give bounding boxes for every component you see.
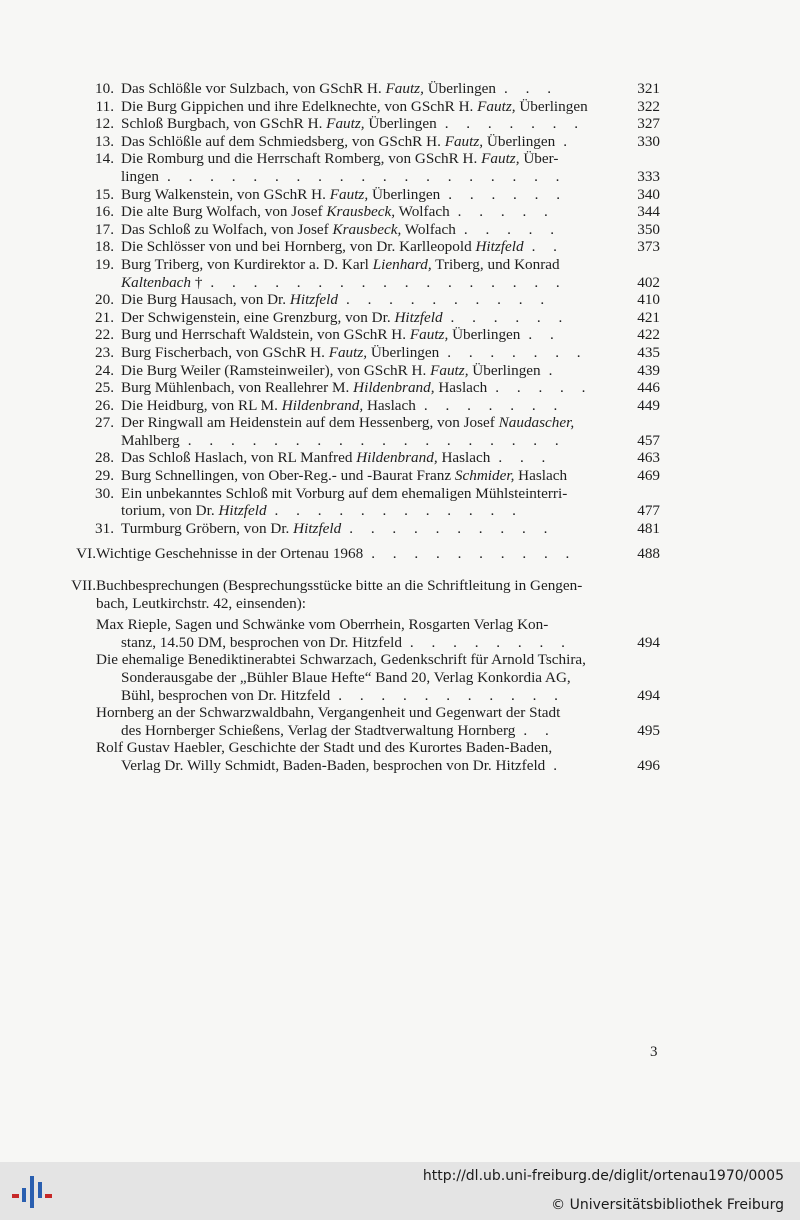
entry-title bbox=[121, 309, 614, 327]
entry-number: 22. bbox=[95, 326, 114, 344]
entry-author: Fautz, bbox=[326, 115, 365, 133]
toc-entry-line bbox=[0, 502, 800, 520]
toc-entry-line bbox=[0, 485, 800, 503]
leader-dots: . . . . . . . . . . bbox=[371, 545, 577, 563]
entry-text: Burg Walkenstein, von GSchR H. bbox=[121, 185, 330, 203]
entry-text: Der Schwigenstein, eine Grenzburg, von Dr. bbox=[121, 308, 395, 326]
toc-entry-line bbox=[0, 362, 800, 380]
entry-title bbox=[121, 98, 614, 116]
toc-entry-line bbox=[0, 238, 800, 256]
toc-entry-line bbox=[0, 291, 800, 309]
entry-place: Haslach bbox=[363, 396, 416, 414]
leader-dots: . . . . . . . . bbox=[409, 633, 572, 651]
entry-author: Fautz, bbox=[444, 132, 484, 150]
entry-title bbox=[121, 449, 614, 467]
entry-page-number: 410 bbox=[637, 291, 660, 309]
entry-text: Das Schloß zu Wolfach, von Josef bbox=[121, 220, 333, 238]
entry-number: 18. bbox=[95, 238, 114, 256]
entry-text: Die Romburg und die Herrschaft Romberg, von GSchR H. bbox=[121, 150, 482, 168]
entry-place: Überlingen bbox=[367, 343, 440, 361]
toc-entry-line bbox=[0, 256, 800, 274]
entry-text: Die alte Burg Wolfach, von Josef bbox=[121, 203, 327, 221]
leader-dots: . . . . . bbox=[463, 220, 562, 238]
toc-entry-line bbox=[0, 397, 800, 415]
entry-page-number: 373 bbox=[637, 238, 660, 256]
entry-text: Die Burg Hausach, von Dr. bbox=[121, 291, 290, 309]
entry-title bbox=[121, 485, 614, 503]
entry-number: 24. bbox=[95, 361, 114, 379]
footer-bar bbox=[0, 1162, 800, 1220]
entry-number: 14. bbox=[95, 150, 114, 168]
entry-page-number: 333 bbox=[637, 167, 660, 185]
entry-page-number: 422 bbox=[637, 326, 660, 344]
entry-number: 21. bbox=[95, 308, 114, 326]
entry-title bbox=[121, 150, 614, 168]
entry-title bbox=[121, 274, 614, 292]
entry-author: Hitzfeld bbox=[475, 238, 524, 256]
leader-dots: . . . . . bbox=[457, 203, 555, 221]
toc-entry-line bbox=[0, 203, 800, 221]
entry-title bbox=[121, 186, 614, 204]
entry-number: 23. bbox=[95, 343, 114, 361]
entry-title bbox=[121, 520, 614, 538]
entry-place: Haslach bbox=[437, 449, 491, 467]
leader-dots: . . . . . . . . . . . bbox=[338, 686, 565, 704]
section-vi-line bbox=[0, 545, 800, 563]
toc-entry-line bbox=[0, 432, 800, 450]
entry-author: Hitzfeld bbox=[293, 519, 342, 537]
entry-author: Hitzfeld bbox=[394, 308, 443, 326]
entry-page-number: 321 bbox=[637, 80, 660, 97]
entry-author: Hildenbrand, bbox=[356, 449, 438, 467]
toc-entry-line bbox=[0, 344, 800, 362]
toc-entry-line bbox=[0, 414, 800, 432]
entry-number: 19. bbox=[95, 255, 114, 273]
entry-place: Überlingen bbox=[423, 80, 497, 97]
entry-page-number: 435 bbox=[637, 343, 660, 361]
entry-author: Hitzfeld bbox=[218, 502, 267, 520]
review-page-number: 495 bbox=[637, 721, 660, 739]
entry-place: Überlingen bbox=[368, 185, 441, 203]
leader-dots: . . bbox=[523, 721, 556, 739]
entry-text: Die Burg Weiler (Ramsteinweiler), von GSchR H. bbox=[121, 361, 431, 379]
spacer bbox=[0, 537, 800, 545]
entry-title bbox=[121, 414, 614, 432]
review-entry-line bbox=[0, 722, 800, 740]
entry-page-number: 322 bbox=[637, 97, 660, 115]
review-line-text: Verlag Dr. Willy Schmidt, Baden-Baden, besprochen von Dr. Hitzfeld bbox=[121, 756, 546, 774]
entry-title bbox=[121, 502, 614, 520]
review-line-text: Rolf Gustav Haebler, Geschichte der Stadt und des Kurortes Baden-Baden, bbox=[96, 739, 553, 757]
table-of-contents bbox=[0, 80, 800, 775]
review-entry-line bbox=[0, 616, 800, 634]
entry-number: 30. bbox=[95, 484, 114, 502]
entry-number: 25. bbox=[95, 379, 114, 397]
entry-text: Das Schlößle auf dem Schmiedsberg, von GSchR H. bbox=[121, 132, 445, 150]
entry-place: † bbox=[191, 273, 203, 291]
leader-dots: . . bbox=[528, 326, 561, 344]
entry-page-number: 463 bbox=[637, 449, 660, 467]
review-text bbox=[121, 722, 614, 740]
review-entry-line bbox=[0, 669, 800, 687]
toc-entry-line bbox=[0, 274, 800, 292]
entry-author: Krausbeck, bbox=[326, 203, 396, 221]
entry-page-number: 457 bbox=[637, 431, 660, 449]
entry-title bbox=[121, 238, 614, 256]
entry-number: 11. bbox=[95, 97, 114, 115]
entry-place: Wolfach bbox=[401, 220, 456, 238]
section-title: Buchbesprechungen (Besprechungsstücke bitte an die Schriftleitung in Gengen- bbox=[96, 577, 583, 595]
entry-place: Über- bbox=[519, 150, 559, 168]
review-text bbox=[121, 634, 614, 652]
leader-dots: . . . . . . . bbox=[444, 115, 586, 133]
review-text bbox=[96, 739, 614, 757]
entry-page-number: 330 bbox=[637, 132, 660, 150]
entry-title bbox=[121, 221, 614, 239]
entry-page-number: 421 bbox=[637, 308, 660, 326]
entry-number: 13. bbox=[95, 132, 114, 150]
leader-dots: . bbox=[563, 132, 575, 150]
entry-author: Kaltenbach bbox=[121, 273, 192, 291]
entry-place: Haslach bbox=[514, 467, 568, 485]
leader-dots: . . . . . . . . . . bbox=[349, 519, 555, 537]
entry-title bbox=[121, 203, 614, 221]
toc-entry-line bbox=[0, 186, 800, 204]
entry-number: 26. bbox=[95, 396, 114, 414]
review-line-text: Sonderausgabe der „Bühler Blaue Hefte“ Band 20, Verlag Konkordia AG, bbox=[121, 669, 571, 686]
entry-number: 27. bbox=[95, 414, 114, 432]
entry-place: Überlingen bbox=[468, 361, 541, 379]
entry-place: Überlingen bbox=[364, 115, 437, 133]
review-entry-line bbox=[0, 687, 800, 705]
entry-text: lingen bbox=[121, 167, 159, 185]
entry-place: Überlingen bbox=[483, 132, 556, 150]
leader-dots: . . . . . . . bbox=[447, 343, 588, 361]
entry-title bbox=[121, 133, 614, 151]
source-url-link[interactable]: http://dl.ub.uni-freiburg.de/diglit/ortenau1970/0005 bbox=[422, 1168, 784, 1184]
review-line-text: des Hornberger Schießens, Verlag der Stadtverwaltung Hornberg bbox=[121, 721, 516, 739]
review-text bbox=[96, 704, 614, 722]
entry-text: Das Schloß Haslach, von RL Manfred bbox=[121, 449, 357, 467]
entry-page-number: 469 bbox=[637, 467, 660, 485]
entry-author: Fautz, bbox=[328, 343, 368, 361]
section-vii-line bbox=[0, 577, 800, 595]
entry-title bbox=[121, 432, 614, 450]
review-entry-line bbox=[0, 757, 800, 775]
review-entry-line bbox=[0, 651, 800, 669]
entry-text: Die Heidburg, von RL M. bbox=[121, 396, 282, 414]
section-title: bach, Leutkirchstr. 42, einsenden): bbox=[96, 594, 307, 612]
entry-title bbox=[121, 80, 614, 98]
entry-author: Krausbeck, bbox=[332, 220, 402, 238]
entry-author: Fautz, bbox=[477, 97, 516, 115]
toc-entry-line bbox=[0, 150, 800, 168]
entry-title bbox=[121, 291, 614, 309]
entry-author: Fautz, bbox=[385, 80, 424, 97]
review-text bbox=[121, 669, 614, 687]
entry-number: 17. bbox=[95, 220, 114, 238]
entry-page-number: 439 bbox=[637, 361, 660, 379]
toc-entry-line bbox=[0, 326, 800, 344]
review-entry-line bbox=[0, 634, 800, 652]
entry-title bbox=[121, 379, 614, 397]
entry-text: Das Schlößle vor Sulzbach, von GSchR H. bbox=[121, 80, 386, 97]
review-line-text: Bühl, besprochen von Dr. Hitzfeld bbox=[121, 686, 331, 704]
review-text bbox=[96, 616, 614, 634]
review-line-text: Max Rieple, Sagen und Schwänke vom Oberrhein, Rosgarten Verlag Kon- bbox=[96, 616, 549, 634]
entry-author: Hildenbrand, bbox=[353, 379, 435, 397]
entry-author: Hildenbrand, bbox=[281, 396, 364, 414]
entry-place: Überlingen bbox=[515, 97, 588, 115]
entry-text: torium, von Dr. bbox=[121, 502, 219, 520]
entry-page-number: 350 bbox=[637, 220, 660, 238]
copyright-notice: © Universitätsbibliothek Freiburg bbox=[551, 1197, 784, 1213]
ub-freiburg-logo-icon bbox=[10, 1172, 54, 1212]
entry-text: Schloß Burgbach, von GSchR H. bbox=[121, 115, 327, 133]
entry-author: Fautz, bbox=[329, 185, 369, 203]
leader-dots: . . . bbox=[504, 80, 558, 97]
review-entry-line bbox=[0, 739, 800, 757]
entry-number: 31. bbox=[95, 519, 114, 537]
leader-dots: . . . . . . . . . . . . bbox=[274, 502, 523, 520]
review-page-number: 494 bbox=[637, 633, 660, 651]
section-number: VI. bbox=[76, 545, 96, 563]
review-line-text: Hornberg an der Schwarzwaldbahn, Vergangenheit und Gegenwart der Stadt bbox=[96, 704, 561, 722]
toc-entry-line bbox=[0, 449, 800, 467]
toc-entry-line bbox=[0, 168, 800, 186]
entry-title bbox=[121, 168, 614, 186]
entry-text: Burg und Herrschaft Waldstein, von GSchR H. bbox=[121, 326, 410, 344]
entry-text: Burg Fischerbach, von GSchR H. bbox=[121, 343, 329, 361]
review-text bbox=[121, 687, 614, 705]
section-text: Wichtige Geschehnisse in der Ortenau 1968 bbox=[96, 545, 364, 563]
entry-number: 15. bbox=[95, 185, 114, 203]
entry-number: 28. bbox=[95, 449, 114, 467]
entry-author: Hitzfeld bbox=[289, 291, 338, 309]
entry-text: Burg Triberg, von Kurdirektor a. D. Karl bbox=[121, 255, 373, 273]
entry-page-number: 446 bbox=[637, 379, 660, 397]
entry-page-number: 402 bbox=[637, 273, 660, 291]
toc-entry-line bbox=[0, 221, 800, 239]
entry-place: Wolfach bbox=[395, 203, 450, 221]
entry-page-number: 481 bbox=[637, 519, 660, 537]
section-vii-line bbox=[0, 595, 800, 613]
toc-entry-line bbox=[0, 467, 800, 485]
entry-place: Triberg, und Konrad bbox=[431, 255, 560, 273]
entry-page-number: 327 bbox=[637, 115, 660, 133]
toc-entry-line bbox=[0, 379, 800, 397]
entry-number: 29. bbox=[95, 467, 114, 485]
entry-text: Der Ringwall am Heidenstein auf dem Hessenberg, von Josef bbox=[121, 414, 499, 432]
toc-entry-line bbox=[0, 133, 800, 151]
section-number: VII. bbox=[71, 577, 96, 595]
entry-text: Mahlberg bbox=[121, 431, 180, 449]
entry-author: Fautz, bbox=[481, 150, 520, 168]
leader-dots: . . . . . . . . . . . . . . . . . . bbox=[187, 431, 566, 449]
leader-dots: . . . . . . bbox=[448, 185, 568, 203]
review-page-number: 496 bbox=[637, 756, 660, 774]
section-page-number: 488 bbox=[637, 545, 660, 563]
review-line-text: Die ehemalige Benediktinerabtei Schwarzach, Gedenkschrift für Arnold Tschira, bbox=[96, 651, 586, 669]
toc-entry-line bbox=[0, 115, 800, 133]
leader-dots: . . bbox=[531, 238, 564, 256]
entry-author: Lienhard, bbox=[372, 255, 432, 273]
leader-dots: . . . . . bbox=[495, 379, 593, 397]
entry-author: Fautz, bbox=[409, 326, 449, 344]
entry-author: Schmider, bbox=[454, 467, 515, 485]
entry-text: Burg Schnellingen, von Ober-Reg.- und -Baurat Franz bbox=[121, 467, 455, 485]
entry-page-number: 449 bbox=[637, 396, 660, 414]
review-line-text: stanz, 14.50 DM, besprochen von Dr. Hitzfeld bbox=[121, 633, 402, 651]
entry-place: Haslach bbox=[434, 379, 488, 397]
entry-title bbox=[121, 326, 614, 344]
entry-title bbox=[121, 362, 614, 380]
entry-author: Fautz, bbox=[430, 361, 469, 379]
review-page-number: 494 bbox=[637, 686, 660, 704]
leader-dots: . . . . . . . bbox=[423, 396, 565, 414]
entry-place: Überlingen bbox=[448, 326, 521, 344]
leader-dots: . . . . . . . . . . bbox=[345, 291, 552, 309]
review-entry-line bbox=[0, 704, 800, 722]
toc-entry-line bbox=[0, 309, 800, 327]
entry-number: 10. bbox=[95, 80, 114, 97]
leader-dots: . . . . . . . . . . . . . . . . . . . bbox=[166, 167, 567, 185]
entry-page-number: 344 bbox=[637, 203, 660, 221]
spacer bbox=[0, 563, 800, 577]
section-title bbox=[96, 545, 614, 563]
entry-title bbox=[121, 397, 614, 415]
entry-text: Die Schlösser von und bei Hornberg, von Dr. Karlleopold bbox=[121, 238, 476, 256]
toc-entry-line bbox=[0, 80, 800, 98]
leader-dots: . . . . . . bbox=[450, 308, 570, 326]
entry-title bbox=[121, 115, 614, 133]
entry-text: Burg Mühlenbach, von Reallehrer M. bbox=[121, 379, 354, 397]
toc-entry-line bbox=[0, 98, 800, 116]
entry-title bbox=[121, 256, 614, 274]
review-text bbox=[96, 651, 614, 669]
review-text bbox=[121, 757, 614, 775]
entry-author: Naudascher, bbox=[498, 414, 575, 432]
toc-entry-line bbox=[0, 520, 800, 538]
leader-dots: . . . bbox=[498, 449, 553, 467]
entry-page-number: 340 bbox=[637, 185, 660, 203]
entry-text: Ein unbekanntes Schloß mit Vorburg auf dem ehemaligen Mühlsteinterri- bbox=[121, 484, 568, 502]
entry-text: Die Burg Gippichen und ihre Edelknechte, von GSchR H. bbox=[121, 97, 478, 115]
leader-dots: . bbox=[553, 756, 565, 774]
page-number: 3 bbox=[650, 1044, 658, 1060]
entry-page-number: 477 bbox=[637, 502, 660, 520]
entry-title bbox=[121, 344, 614, 362]
entry-number: 20. bbox=[95, 291, 114, 309]
entry-text: Turmburg Gröbern, von Dr. bbox=[121, 519, 294, 537]
leader-dots: . bbox=[548, 361, 560, 379]
entry-number: 16. bbox=[95, 203, 114, 221]
entry-title bbox=[121, 467, 614, 485]
entry-number: 12. bbox=[95, 115, 114, 133]
leader-dots: . . . . . . . . . . . . . . . . . bbox=[210, 273, 567, 291]
